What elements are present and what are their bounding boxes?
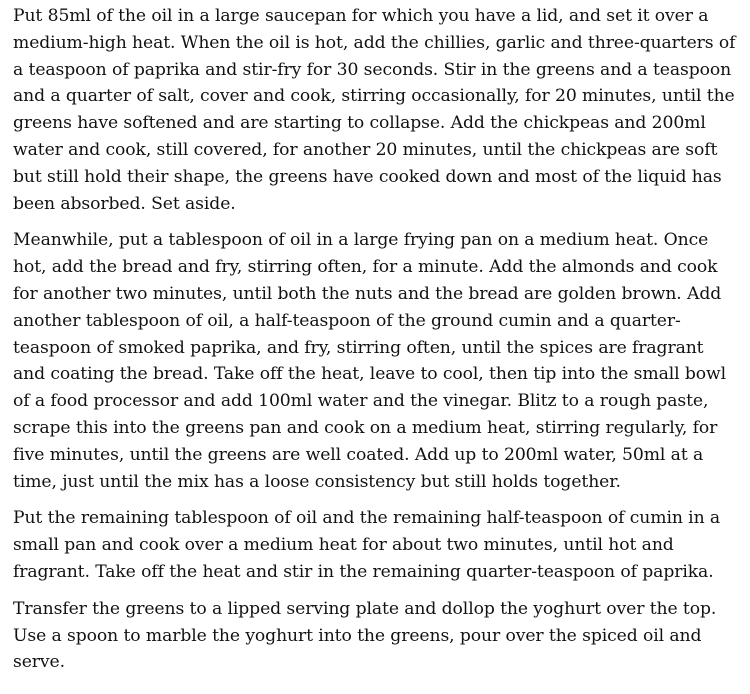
method-paragraph-2: Meanwhile, put a tablespoon of oil in a large frying pan on a medium heat. Once hot, add the bread and fry, stirring often, for a minute. Add the almonds and cook for another two minutes, until both the nuts and the bread are golden brown. Add another tablespoon of oil, a half-teaspoon of the ground cumin and a quarter-teaspoon of smoked paprika, and fry, stirring often, until the spices are fragrant and coating the bread. Take off the heat, leave to cool, then tip into the small bowl of a food processor and add 100ml water and the vinegar. Blitz to a rough paste, scrape this into the greens pan and cook on a medium heat, stirring regularly, for five minutes, until the greens are well coated. Add up to 200ml water, 50ml at a time, just until the mix has a loose consistency but still holds together. xyxy=(13,230,727,492)
method-paragraph-4: Transfer the greens to a lipped serving plate and dollop the yoghurt over the top. Use a spoon to marble the yoghurt into the greens, pour over the spiced oil and serve. xyxy=(13,598,717,673)
recipe-method xyxy=(13,3,738,686)
method-paragraph-1: Put 85ml of the oil in a large saucepan for which you have a lid, and set it over a medium-high heat. When the oil is hot, add the chillies, garlic and three-quarters of a teaspoon of paprika and stir-fry for 30 seconds. Stir in the greens and a teaspoon and a quarter of salt, cover and cook, stirring occasionally, for 20 minutes, until the greens have softened and are starting to collapse. Add the chickpeas and 200ml water and cook, still covered, for another 20 minutes, until the chickpeas are soft but still hold their shape, the greens have cooked down and most of the liquid has been absorbed. Set aside. xyxy=(13,6,736,214)
method-paragraph-3: Put the remaining tablespoon of oil and the remaining half-teaspoon of cumin in a small pan and cook over a medium heat for about two minutes, until hot and fragrant. Take off the heat and stir in the remaining quarter-teaspoon of paprika. xyxy=(13,508,721,582)
